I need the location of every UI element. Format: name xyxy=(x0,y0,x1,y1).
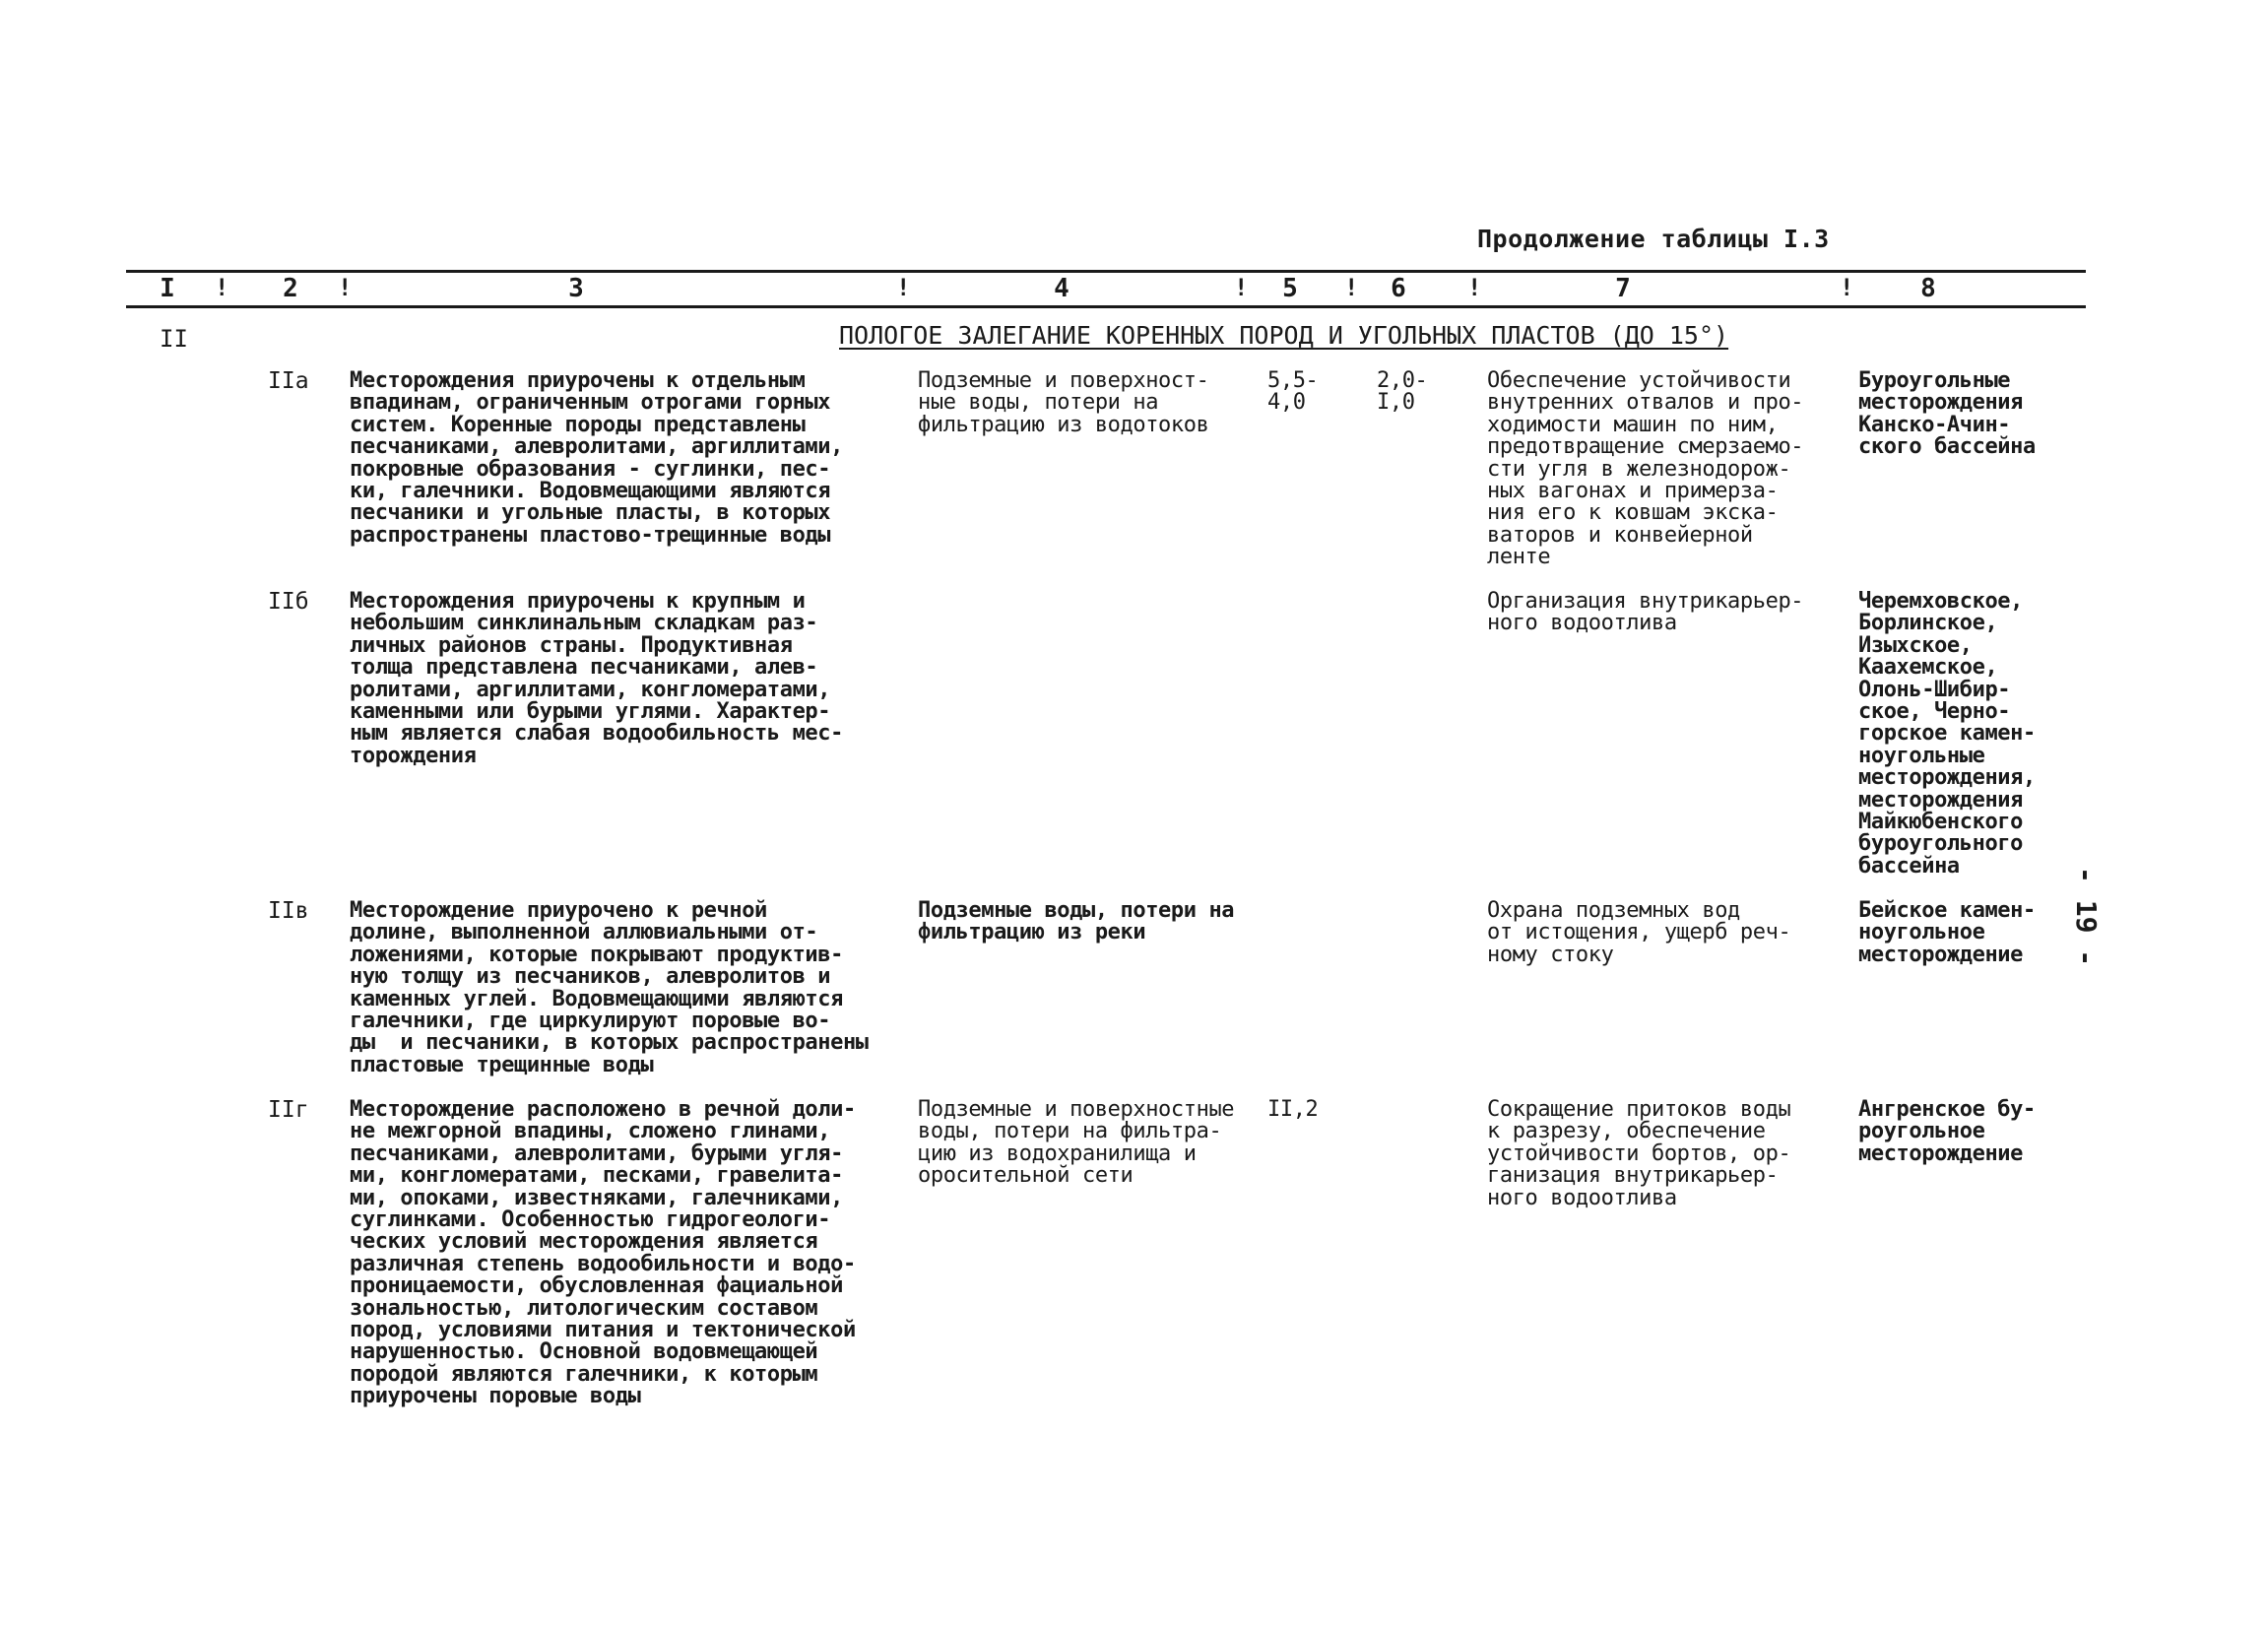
page-number: - 19 - xyxy=(2070,867,2103,967)
header-col-1: I xyxy=(160,274,175,303)
row-measures: Сокращение притоков воды к разрезу, обеспечение устойчивости бортов, ор- ганизация внутрикарьер- ного водоотлива xyxy=(1487,1097,1791,1210)
row-measures: Обеспечение устойчивости внутренних отвалов и про- ходимости машин по ним, предотвращение смерзаемо- сти угля в железнодорож- ных вагонах и примерза- ния его к ковшам экска- ваторов и конвейерной ленте xyxy=(1487,368,1804,570)
row-col5-value: 5,5- 4,0 xyxy=(1267,368,1319,416)
header-separator: ! xyxy=(896,274,911,301)
row-code: IIв xyxy=(268,898,309,924)
header-col-5: 5 xyxy=(1282,274,1298,303)
row-deposits: Ангренское бу- роугольное месторождение xyxy=(1858,1097,2036,1166)
row-water-sources: Подземные воды, потери на фильтрацию из реки xyxy=(918,898,1235,945)
row-code: IIа xyxy=(268,368,309,394)
header-col-7: 7 xyxy=(1615,274,1631,303)
section-number: II xyxy=(160,325,188,353)
row-water-sources: Подземные и поверхност- ные воды, потери на фильтрацию из водотоков xyxy=(918,368,1209,437)
header-separator: ! xyxy=(1234,274,1249,301)
header-col-3: 3 xyxy=(568,274,584,303)
header-bottom-rule xyxy=(126,305,2086,308)
header-top-rule xyxy=(126,270,2086,273)
row-code: IIг xyxy=(268,1097,309,1123)
row-code: IIб xyxy=(268,589,309,615)
row-col6-value: 2,0- I,0 xyxy=(1377,368,1428,416)
row-description: Месторождения приурочены к отдельным впадинам, ограниченным отрогами горных систем. Коренные породы представлены песчаниками, алевролитами, аргиллитами, покровные образования - суглинки, пес- ки, галечники. Водовмещающими являются песчаники и угольные пласты, в которых распространены пластово-трещинные воды xyxy=(350,368,843,548)
header-col-4: 4 xyxy=(1054,274,1069,303)
row-description: Месторождение расположено в речной доли- не межгорной впадины, сложено глинами, песчаниками, алевролитами, бурыми угля- ми, конгломератами, песками, гравелита- ми, опоками, известняками, галечниками, суглинками. Особенностью гидрогеологи- ческих условий месторождения является различная степень водообильности и водо- проницаемости, обусловленная фациальной зональностью, литологическим составом пород, условиями питания и тектонической нарушенностью. Основной водовмещающей породой являются галечники, к которым приурочены поровые воды xyxy=(350,1097,856,1409)
row-measures: Организация внутрикарьер- ного водоотлива xyxy=(1487,589,1804,636)
header-col-8: 8 xyxy=(1920,274,1936,303)
header-col-6: 6 xyxy=(1391,274,1406,303)
row-description: Месторождения приурочены к крупным и небольшим синклинальным складкам раз- личных районов страны. Продуктивная толща представлена песчаниками, алев- ролитами, аргиллитами, конгломератами, каменными или бурыми углями. Характер- ным является слабая водообильность мес- торождения xyxy=(350,589,843,768)
row-deposits: Буроугольные месторождения Канско-Ачин- ского бассейна xyxy=(1858,368,2036,460)
header-separator: ! xyxy=(1840,274,1854,301)
row-deposits: Бейское камен- ноугольное месторождение xyxy=(1858,898,2036,967)
header-separator: ! xyxy=(1344,274,1359,301)
header-separator: ! xyxy=(1467,274,1482,301)
row-water-sources: Подземные и поверхностные воды, потери на фильтра- цию из водохранилища и оросительной сети xyxy=(918,1097,1235,1189)
header-separator: ! xyxy=(338,274,353,301)
section-title: ПОЛОГОЕ ЗАЛЕГАНИЕ КОРЕННЫХ ПОРОД И УГОЛЬНЫХ ПЛАСТОВ (ДО 15°) xyxy=(839,321,1729,350)
header-separator: ! xyxy=(215,274,229,301)
row-measures: Охрана подземных вод от истощения, ущерб реч- ному стоку xyxy=(1487,898,1791,967)
table-header-row xyxy=(0,274,2268,303)
row-description: Месторождение приурочено к речной долине, выполненной аллювиальными от- ложениями, которые покрывают продуктив- ную толщу из песчаников, алевролитов и каменных углей. Водовмещающими являются галечники, где циркулируют поровые во- ды и песчаники, в которых распространены пластовые трещинные воды xyxy=(350,898,869,1077)
row-deposits: Черемховское, Борлинское, Изыхское, Каахемское, Олонь-Шибир- ское, Черно- горское камен- ноугольные месторождения, месторождения Майкюбенского буроугольного бассейна xyxy=(1858,589,2036,879)
row-col5-value: II,2 xyxy=(1267,1097,1319,1122)
table-caption: Продолжение таблицы I.3 xyxy=(1477,225,1830,253)
header-col-2: 2 xyxy=(283,274,298,303)
